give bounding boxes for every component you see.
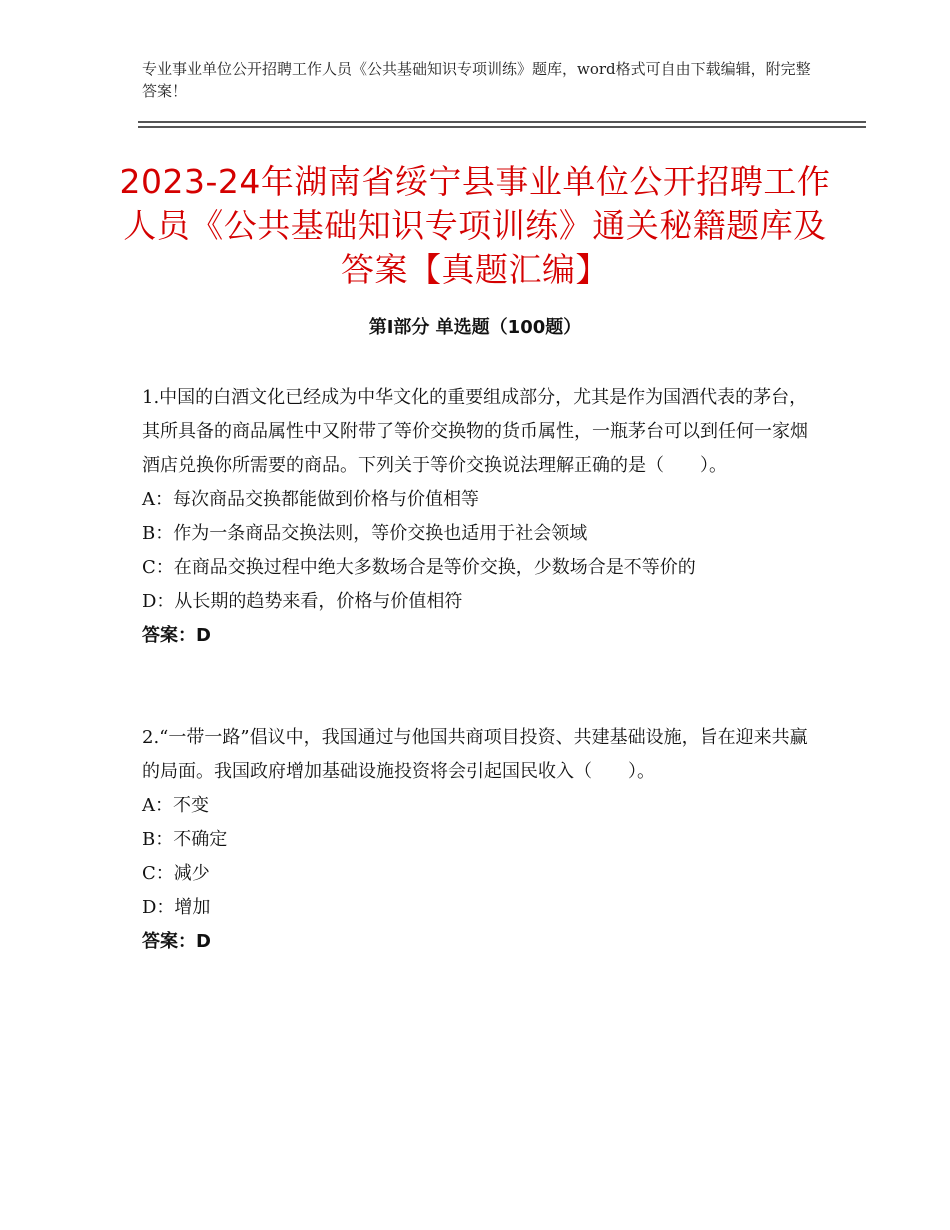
- option-c: C：减少: [142, 863, 210, 884]
- header-divider-top: [138, 121, 866, 123]
- option-b: B：不确定: [142, 829, 228, 850]
- question-stem: 2.“一带一路”倡议中，我国通过与他国共商项目投资、共建基础设施，旨在迎来共赢的局面。我国政府增加基础设施投资将会引起国民收入（ ）。: [142, 727, 808, 782]
- section-title: 第Ⅰ部分 单选题（100题）: [368, 317, 582, 338]
- option-d: D：从长期的趋势来看，价格与价值相符: [142, 591, 463, 612]
- answer: 答案：D: [142, 931, 211, 952]
- header-divider-bottom: [138, 126, 866, 128]
- question-2: [142, 721, 812, 959]
- document-title: 2023-24年湖南省绥宁县事业单位公开招聘工作人员《公共基础知识专项训练》通关秘籍题库及答案【真题汇编】: [119, 162, 831, 289]
- option-a: A：每次商品交换都能做到价格与价值相等: [142, 489, 479, 510]
- header-note: 专业事业单位公开招聘工作人员《公共基础知识专项训练》题库，word格式可自由下载编辑，附完整答案！: [142, 60, 811, 100]
- answer: 答案：D: [142, 625, 211, 646]
- question-stem: 1.中国的白酒文化已经成为中华文化的重要组成部分，尤其是作为国酒代表的茅台，其所具备的商品属性中又附带了等价交换物的货币属性，一瓶茅台可以到任何一家烟酒店兑换你所需要的商品。下列关于等价交换说法理解正确的是（ ）。: [142, 387, 808, 476]
- option-d: D：增加: [142, 897, 211, 918]
- option-c: C：在商品交换过程中绝大多数场合是等价交换，少数场合是不等价的: [142, 557, 696, 578]
- option-a: A：不变: [142, 795, 209, 816]
- question-1: [142, 381, 812, 653]
- option-b: B：作为一条商品交换法则，等价交换也适用于社会领域: [142, 523, 588, 544]
